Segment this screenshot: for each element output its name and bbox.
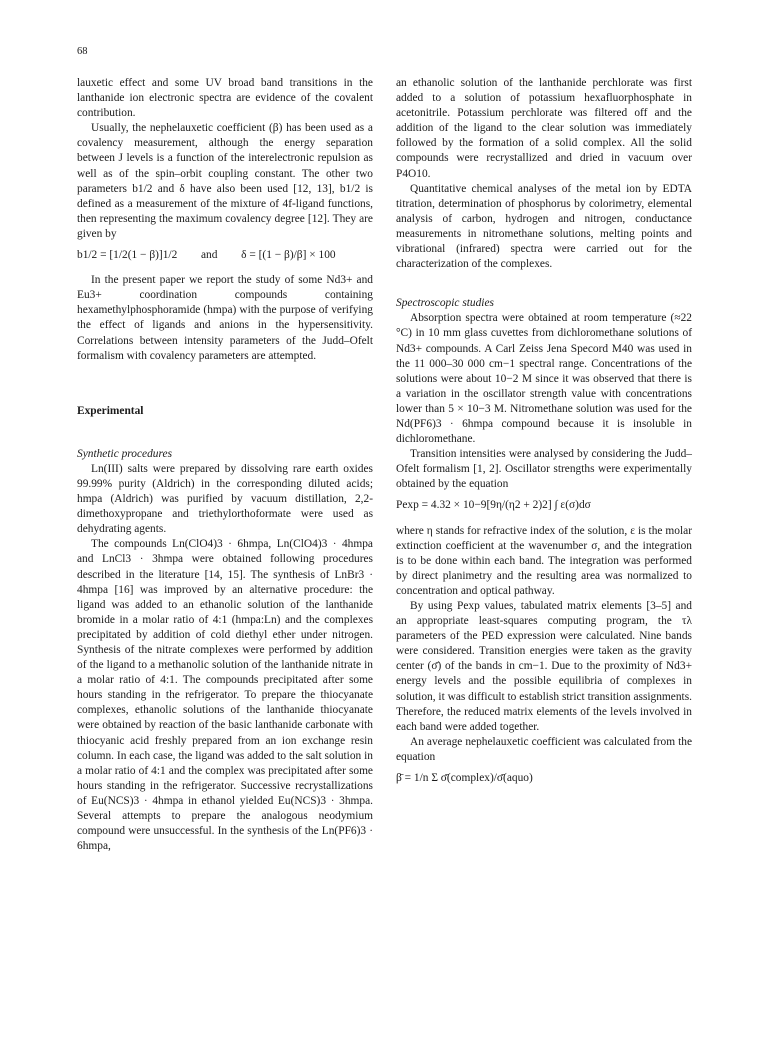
paragraph: Ln(III) salts were prepared by dissolving rare earth oxides 99.99% purity (Aldrich) in the corresponding diluted acids; hmpa (Aldrich) was purified by vacuum distillation, 2,2-dimethoxypropane and triethylorthoformate were used as dehydrating agents.	[77, 462, 373, 536]
equation-b-delta	[77, 248, 373, 263]
paragraph: Usually, the nephelauxetic coefficient (β) has been used as a covalency measurement, although the energy separation between J levels is a function of the interelectronic repulsion as well as of the spin–orbit coupling constant. The other two parameters b1/2 and δ have also been used [12, 13], b1/2 is defined as a measurement of the mixture of 4f-ligand functions, then representing the maximum covalency degree [12]. They are given by	[77, 122, 373, 240]
paragraph: Transition intensities were analysed by considering the Judd–Ofelt formalism [1, 2]. Oscillator strengths were experimentally obtained by the equation	[396, 448, 692, 491]
paragraph: The compounds Ln(ClO4)3 · 6hmpa, Ln(ClO4)3 · 4hmpa and LnCl3 · 3hmpa were obtained following procedures described in the literature [14, 15]. The synthesis of LnBr3 · 4hmpa [16] was improved by an alternative procedure: the ligand was added to an ethanolic solution of the lanthanide bromide in a molar ratio of 4:1 (hmpa:Ln) and the complexes precipitated by addition of cold diethyl ether under nitrogen. Synthesis of the nitrate complexes were performed by addition of the ligand to a methanolic solution of the lanthanide nitrate in a molar ratio of 4:1. The compounds precipitated after some hours standing in the refrigerator. To prepare the thiocyanate complexes, ethanolic solutions of the lanthanide thiocyanate were obtained by reaction of the basic lanthanide carbonate with thiocyanic acid freshly prepared from an ion exchange resin column. In each case, the ligand was added to the salt solution in a molar ratio of 4:1 and the complex was precipitated after some hours standing in the refrigerator. Successive recrystallizations of Eu(NCS)3 · 4hmpa in ethanol yielded Eu(NCS)3 · 3hmpa. Several attempts to prepare the analogous neodymium compound were unsuccessful. In the synthesis of the Ln(PF6)3 · 6hmpa,	[77, 538, 373, 853]
right-column	[396, 76, 692, 796]
equation-nephelauxetic: β̄ = 1/n Σ σ̄(complex)/σ̄(aquo)	[396, 772, 533, 785]
left-column	[77, 76, 373, 854]
paragraph: By using Pexp values, tabulated matrix elements [3–5] and an appropriate least-squares computing program, the τλ parameters of the PED expression were calculated. Nine bands were considered. Transition energies were taken as the gravity center (σ̄) of the bands in cm−1. Due to the proximity of Nd3+ energy levels and the possible equilibria of complexes in solution, it was difficult to establish strict transition assignments. Therefore, the reduced matrix elements of the levels involved in each band were added together.	[396, 600, 692, 733]
equation-b: b1/2 = [1/2(1 − β)]1/2	[77, 249, 178, 262]
section-heading: Experimental	[77, 404, 144, 417]
paragraph: In the present paper we report the study of some Nd3+ and Eu3+ coordination compounds containing hexamethylphosphoramide (hmpa) with the purpose of verifying the effect of ligands and anions in the hypersensitivity. Correlations between intensity parameters of the Judd–Ofelt formalism with covalency parameters are attempted.	[77, 274, 373, 362]
paragraph: An average nephelauxetic coefficient was calculated from the equation	[396, 735, 692, 763]
paragraph: Quantitative chemical analyses of the metal ion by EDTA titration, determination of phosphorus by colorimetry, elemental analysis of carbon, hydrogen and nitrogen, conductance measurements in nitromethane solutions, melting points and vibrational (infrared) spectra were carried out for the characterization of the complexes.	[396, 182, 692, 271]
page-number: 68	[77, 46, 88, 57]
subsection-heading: Spectroscopic studies	[396, 297, 494, 310]
subsection-heading: Synthetic procedures	[77, 447, 172, 460]
paragraph: an ethanolic solution of the lanthanide perchlorate was first added to a solution of potassium hexafluorphosphate in acetonitrile. Potassium perchlorate was filtered off and the addition of the ligand to the clear solution was immediately followed by the formation of a solid complex. All the solid compounds were recrystallized and dried in vacuum over P4O10.	[396, 77, 692, 180]
paragraph: lauxetic effect and some UV broad band transitions in the lanthanide ion electronic spectra are evidence of the covalent contribution.	[77, 77, 373, 120]
equation-oscillator-strength: Pexp = 4.32 × 10−9[9η/(η2 + 2)2] ∫ ε(σ)dσ	[396, 499, 591, 512]
equation-delta: δ = [(1 − β)/β] × 100	[241, 249, 336, 262]
paragraph: Absorption spectra were obtained at room temperature (≈22 °C) in 10 mm glass cuvettes from dichloromethane solutions of Nd3+ compounds. A Carl Zeiss Jena Specord M40 was used in the 11 000–30 000 cm−1 spectral range. Concentrations of the solutions were about 10−2 M since it was observed that there is a variation in the oscillator strength value with concentrations lower than 5 × 10−3 M. Nitromethane solution was used for the Nd(PF6)3 · 6hmpa compound because it is insoluble in dichloromethane.	[396, 312, 692, 446]
equation-and: and	[200, 249, 218, 262]
paragraph: where η stands for refractive index of the solution, ε is the molar extinction coefficient at the wavenumber σ, and the integration is to be done within each band. The integration was performed by direct planimetry and the resulting area was normalized to concentration and optical pathway.	[396, 524, 692, 597]
